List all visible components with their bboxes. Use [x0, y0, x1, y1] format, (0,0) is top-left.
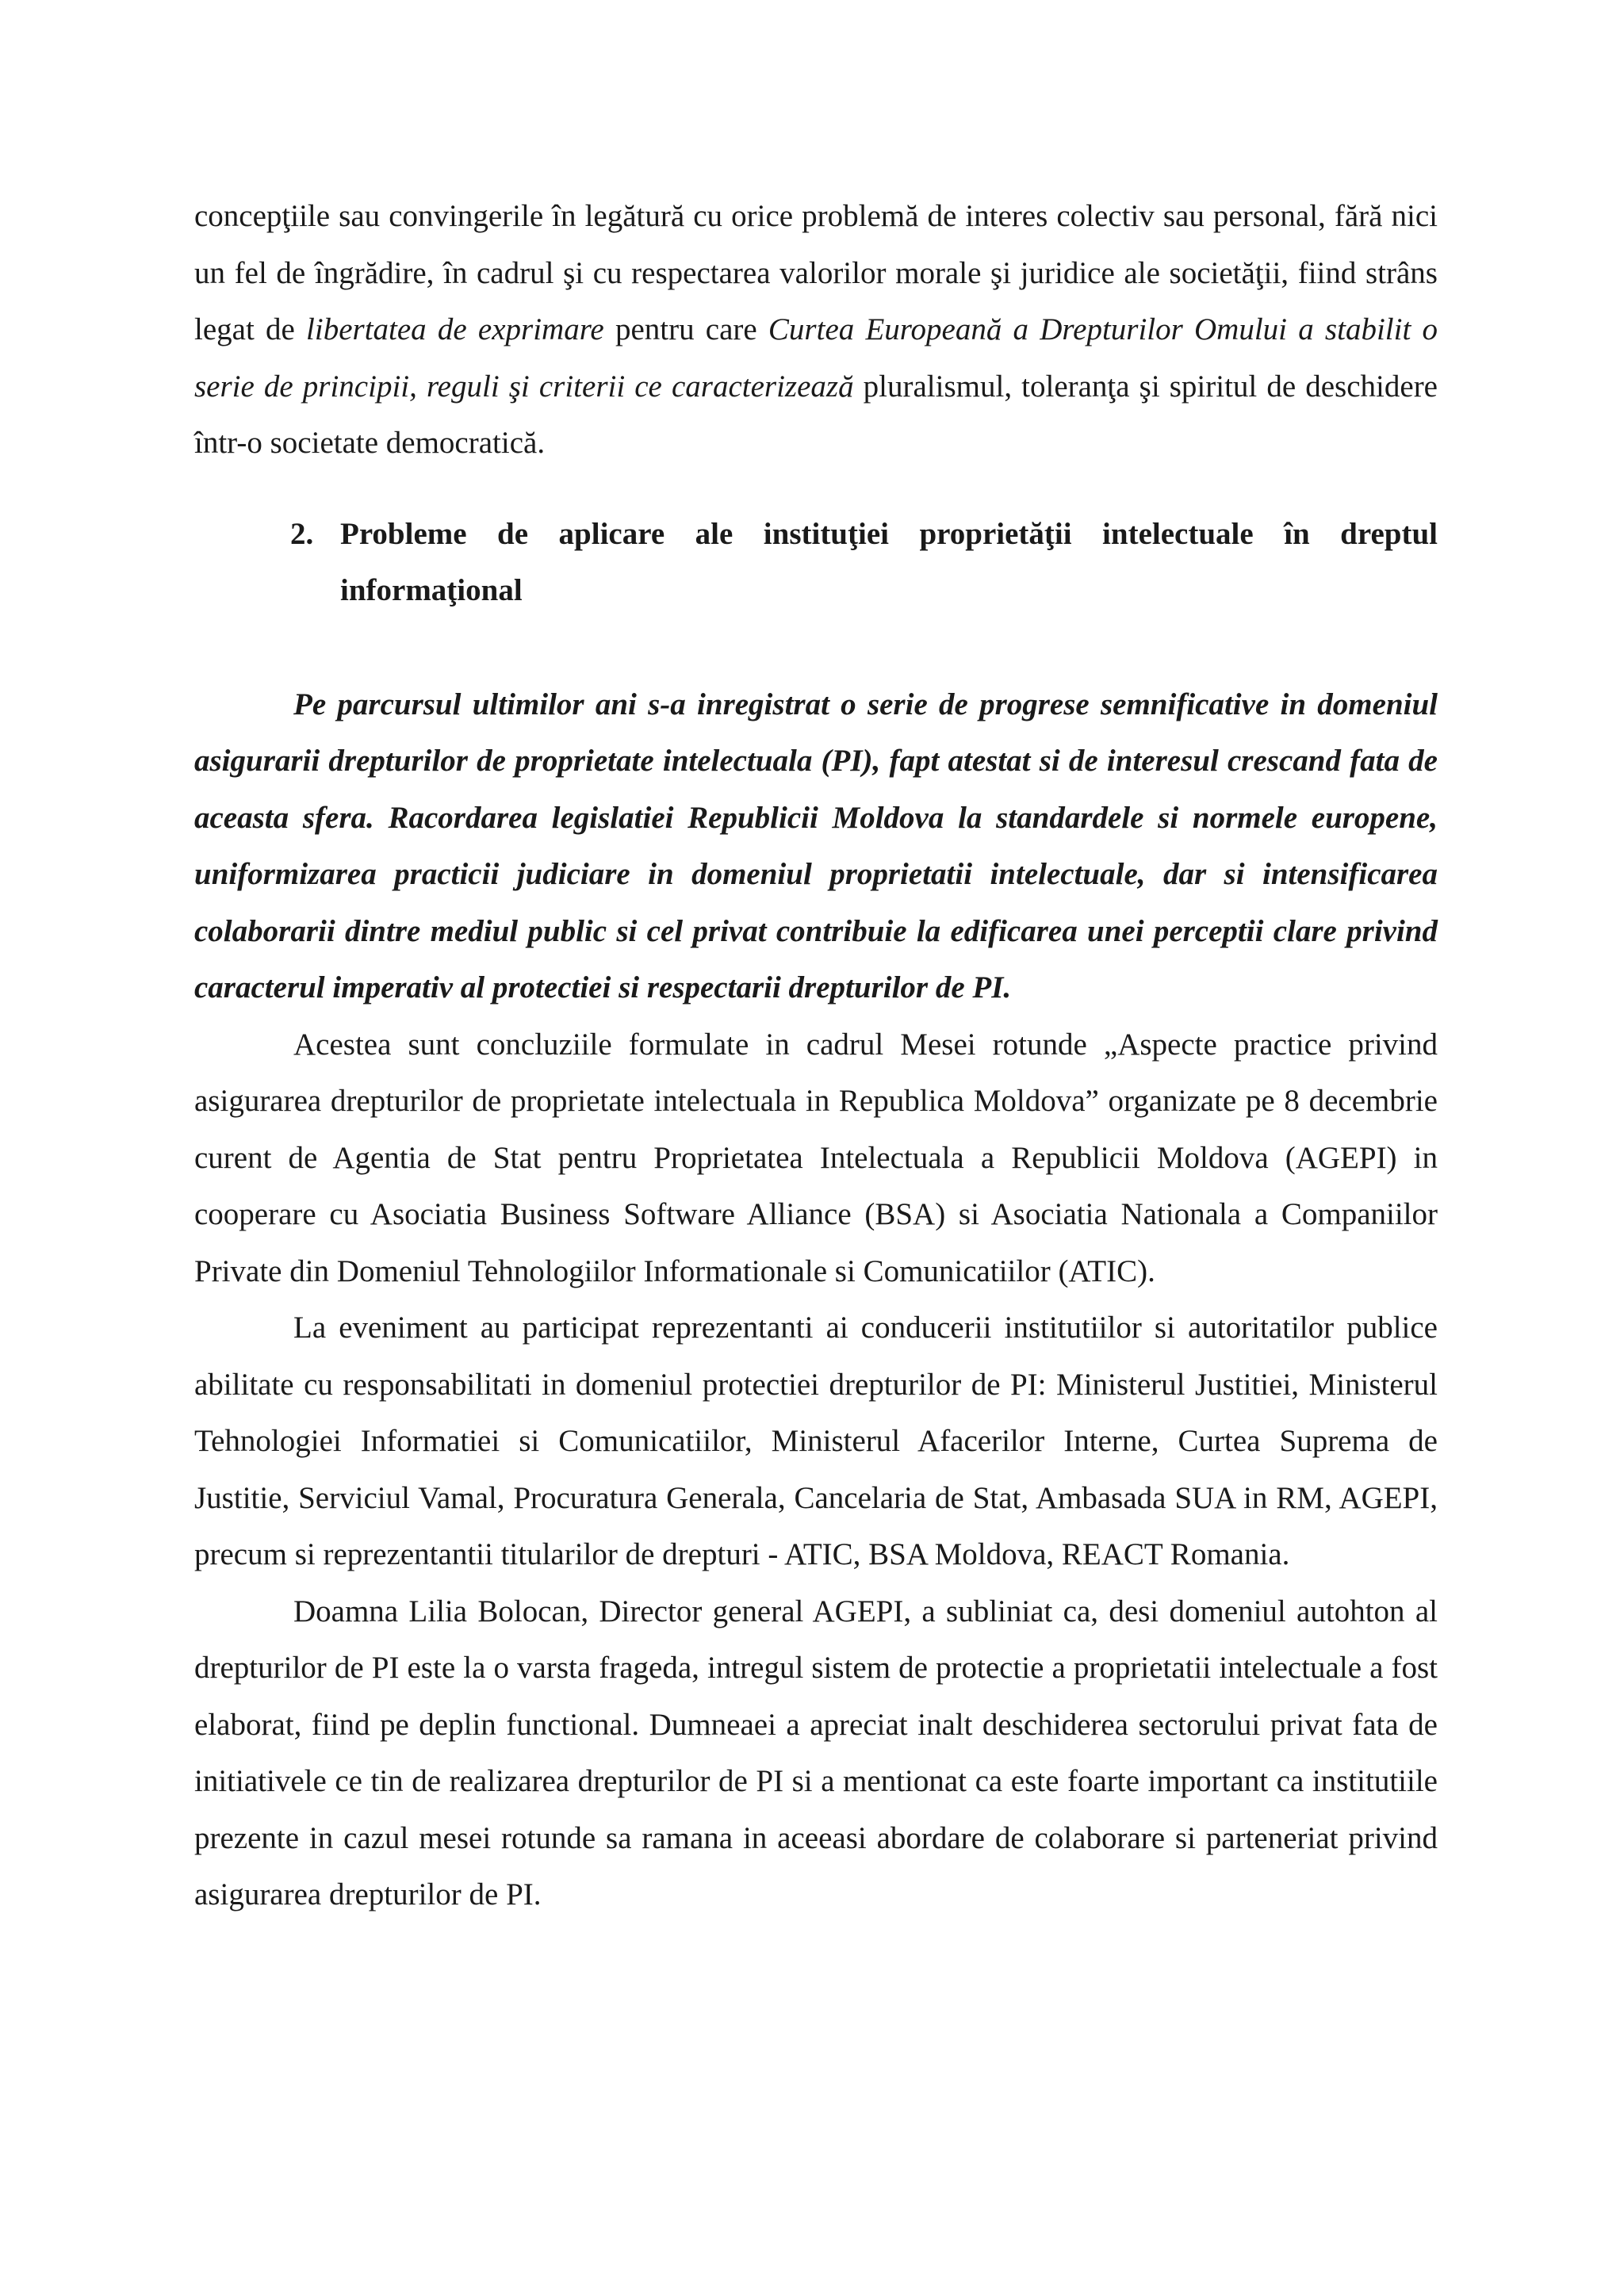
section-title: Probleme de aplicare ale instituţiei proprietăţii intelectuale în dreptul informaţional	[340, 516, 1438, 607]
paragraph-participants: La eveniment au participat reprezentanti ai conducerii institutiilor si autoritatilor publice abilitate cu responsabilitati in domeniul protectiei drepturilor de PI: Ministerul Justitiei, Ministerul Tehnologiei Informatiei si Comunicatiilor, Ministerul Afacerilor Interne, Curtea Suprema de Justitie, Serviciul Vamal, Procuratura Generala, Cancelaria de Stat, Ambasada SUA in RM, AGEPI, precum si reprezentantii titularilor de drepturi - ATIC, BSA Moldova, REACT Romania.	[194, 1311, 1438, 1571]
section-heading	[194, 506, 1438, 619]
intro-italic-2: Curtea Europeană a Drepturilor Omului a stabilit o serie de principii, reguli şi criterii ce caracterizează	[194, 312, 1438, 404]
section-number: 2.	[290, 516, 314, 551]
lead-paragraph: Pe parcursul ultimilor ani s-a inregistrat o serie de progrese semnificative in domeniul asigurarii drepturilor de proprietate intelectuala (PI), fapt atestat si de interesul crescand fata de aceasta sfera. Racordarea legislatiei Republicii Moldova la standardele si normele europene, uniformizarea practicii judiciare in domeniul proprietatii intelectuale, dar si intensificarea colaborarii dintre mediul public si cel privat contribuie la edificarea unei perceptii clare privind caracterul imperativ al protectiei si respectarii drepturilor de PI.	[194, 687, 1438, 1004]
intro-text-2: pentru care	[603, 312, 768, 346]
paragraph-roundtable: Acestea sunt concluziile formulate in cadrul Mesei rotunde „Aspecte practice privind asigurarea drepturilor de proprietate intelectuala in Republica Moldova” organizate pe 8 decembrie curent de Agentia de Stat pentru Proprietatea Intelectuala a Republicii Moldova (AGEPI) in cooperare cu Asociatia Business Software Alliance (BSA) si Asociatia Nationala a Companiilor Private din Domeniul Tehnologiilor Informationale si Comunicatiilor (ATIC).	[194, 1027, 1438, 1288]
intro-paragraph	[194, 188, 1438, 472]
intro-text-1: concepţiile sau convingerile în legătură cu orice problemă de interes colectiv sau personal, fără nici un fel de îngrădire, în cadrul şi cu respectarea valorilor morale şi juridice ale societăţii, fiind strâns legat de	[194, 199, 1438, 346]
document-page	[194, 188, 1438, 1923]
intro-italic-1: libertatea de exprimare	[306, 312, 604, 346]
heading-spacer	[194, 619, 1438, 676]
intro-text-3: pluralismul, toleranţa şi spiritul de deschidere într-o societate democratică.	[194, 369, 1438, 460]
paragraph-director: Doamna Lilia Bolocan, Director general AGEPI, a subliniat ca, desi domeniul autohton al drepturilor de PI este la o varsta frageda, intregul sistem de protectie a proprietatii intelectuale a fost elaborat, fiind pe deplin functional. Dumneaei a apreciat inalt deschiderea sectorului privat fata de initiativele ce tin de realizarea drepturilor de PI si a mentionat ca este foarte important ca institutiile prezente in cazul mesei rotunde sa ramana in aceeasi abordare de colaborare si parteneriat privind asigurarea drepturilor de PI.	[194, 1594, 1438, 1911]
